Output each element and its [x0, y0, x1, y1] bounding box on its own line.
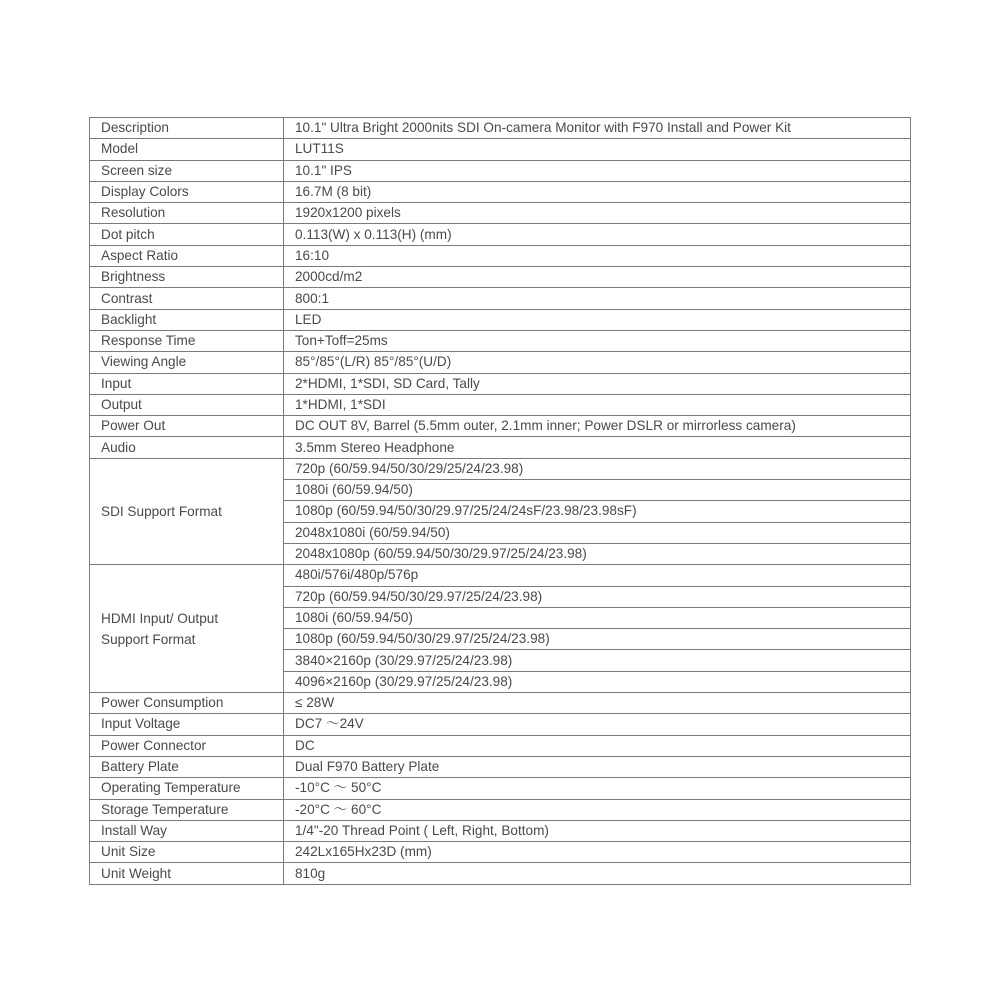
- spec-value: DC OUT 8V, Barrel (5.5mm outer, 2.1mm inner; Power DSLR or mirrorless camera): [284, 416, 911, 437]
- hdmi-format-value: 1080p (60/59.94/50/30/29.97/25/24/23.98): [284, 629, 911, 650]
- table-row: [90, 267, 911, 288]
- spec-label: Contrast: [90, 288, 284, 309]
- spec-label: Power Connector: [90, 735, 284, 756]
- spec-value: 2000cd/m2: [284, 267, 911, 288]
- table-row: [90, 352, 911, 373]
- spec-label: Dot pitch: [90, 224, 284, 245]
- spec-value: 3.5mm Stereo Headphone: [284, 437, 911, 458]
- sdi-format-value: 720p (60/59.94/50/30/29/25/24/23.98): [284, 458, 911, 479]
- hdmi-format-value: 4096×2160p (30/29.97/25/24/23.98): [284, 671, 911, 692]
- spec-label: Response Time: [90, 330, 284, 351]
- table-row: [90, 863, 911, 884]
- spec-table: [89, 117, 911, 885]
- spec-label: Screen size: [90, 160, 284, 181]
- table-row: [90, 245, 911, 266]
- spec-label: Power Consumption: [90, 693, 284, 714]
- table-row: [90, 714, 911, 735]
- spec-label: Operating Temperature: [90, 778, 284, 799]
- hdmi-format-label-line1: HDMI Input/ Output: [101, 610, 219, 626]
- table-row: [90, 778, 911, 799]
- spec-label: Description: [90, 118, 284, 139]
- spec-value: 16:10: [284, 245, 911, 266]
- spec-label: Battery Plate: [90, 756, 284, 777]
- table-row: [90, 799, 911, 820]
- spec-value: DC: [284, 735, 911, 756]
- spec-label: Power Out: [90, 416, 284, 437]
- hdmi-format-value: 720p (60/59.94/50/30/29.97/25/24/23.98): [284, 586, 911, 607]
- hdmi-format-label-line2: Support Format: [101, 631, 196, 647]
- hdmi-format-value: 480i/576i/480p/576p: [284, 565, 911, 586]
- sdi-format-value: 1080p (60/59.94/50/30/29.97/25/24/24sF/23.98/23.98sF): [284, 501, 911, 522]
- table-row: [90, 330, 911, 351]
- table-row: [90, 842, 911, 863]
- spec-label: Input Voltage: [90, 714, 284, 735]
- table-row: [90, 756, 911, 777]
- table-row: [90, 118, 911, 139]
- table-row: [90, 458, 911, 479]
- spec-label: Viewing Angle: [90, 352, 284, 373]
- spec-value: 0.113(W) x 0.113(H) (mm): [284, 224, 911, 245]
- spec-value: -10°C ～ 50°C: [284, 778, 911, 799]
- table-row: [90, 160, 911, 181]
- spec-value: Ton+Toff=25ms: [284, 330, 911, 351]
- spec-value: 1920x1200 pixels: [284, 203, 911, 224]
- table-row: [90, 309, 911, 330]
- spec-value: 85°/85°(L/R) 85°/85°(U/D): [284, 352, 911, 373]
- table-row: [90, 416, 911, 437]
- spec-value: LUT11S: [284, 139, 911, 160]
- sdi-format-label: SDI Support Format: [90, 458, 284, 564]
- spec-label: Brightness: [90, 267, 284, 288]
- spec-value: ≤ 28W: [284, 693, 911, 714]
- spec-label: Storage Temperature: [90, 799, 284, 820]
- spec-label: Resolution: [90, 203, 284, 224]
- spec-label: Display Colors: [90, 181, 284, 202]
- spec-label: Audio: [90, 437, 284, 458]
- spec-value: 800:1: [284, 288, 911, 309]
- table-row: [90, 735, 911, 756]
- spec-label: Model: [90, 139, 284, 160]
- spec-value: 810g: [284, 863, 911, 884]
- hdmi-format-value: 3840×2160p (30/29.97/25/24/23.98): [284, 650, 911, 671]
- table-row: [90, 373, 911, 394]
- spec-value: 10.1" Ultra Bright 2000nits SDI On-camera Monitor with F970 Install and Power Kit: [284, 118, 911, 139]
- hdmi-format-label: [90, 565, 284, 693]
- spec-value: 10.1" IPS: [284, 160, 911, 181]
- spec-label: Install Way: [90, 820, 284, 841]
- spec-label: Input: [90, 373, 284, 394]
- spec-label: Output: [90, 394, 284, 415]
- spec-value: 1/4"-20 Thread Point ( Left, Right, Bottom): [284, 820, 911, 841]
- table-row: [90, 288, 911, 309]
- spec-label: Backlight: [90, 309, 284, 330]
- table-row: [90, 224, 911, 245]
- spec-value: -20°C ～ 60°C: [284, 799, 911, 820]
- table-row: [90, 181, 911, 202]
- spec-value: LED: [284, 309, 911, 330]
- spec-label: Unit Weight: [90, 863, 284, 884]
- spec-label: Unit Size: [90, 842, 284, 863]
- spec-value: Dual F970 Battery Plate: [284, 756, 911, 777]
- table-row: [90, 820, 911, 841]
- spec-label: Aspect Ratio: [90, 245, 284, 266]
- spec-value: 242Lx165Hx23D (mm): [284, 842, 911, 863]
- spec-value: 2*HDMI, 1*SDI, SD Card, Tally: [284, 373, 911, 394]
- sdi-format-value: 2048x1080p (60/59.94/50/30/29.97/25/24/23.98): [284, 543, 911, 564]
- spec-value: 1*HDMI, 1*SDI: [284, 394, 911, 415]
- spec-value: 16.7M (8 bit): [284, 181, 911, 202]
- sdi-format-value: 1080i (60/59.94/50): [284, 480, 911, 501]
- table-row: [90, 203, 911, 224]
- table-row: [90, 437, 911, 458]
- table-row: [90, 565, 911, 586]
- table-row: [90, 139, 911, 160]
- table-row: [90, 394, 911, 415]
- spec-value: DC7 ～24V: [284, 714, 911, 735]
- sdi-format-value: 2048x1080i (60/59.94/50): [284, 522, 911, 543]
- hdmi-format-value: 1080i (60/59.94/50): [284, 607, 911, 628]
- table-row: [90, 693, 911, 714]
